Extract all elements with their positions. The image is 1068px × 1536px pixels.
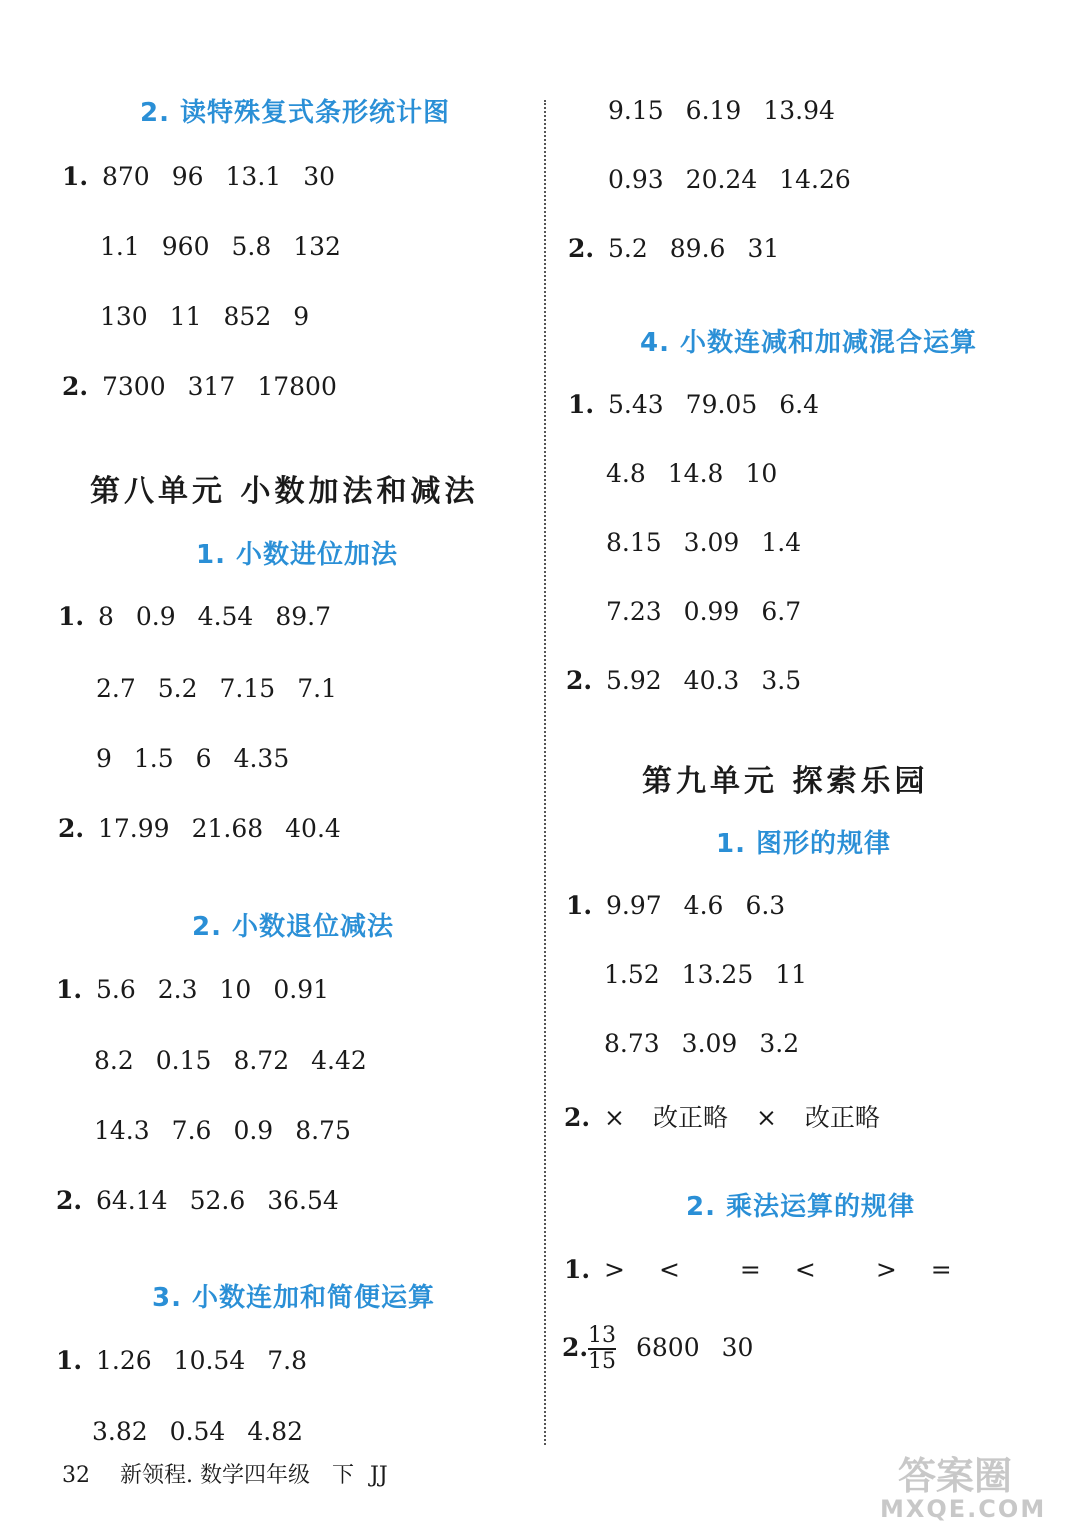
answer-row: 1. 8 0.9 4.54 89.7 — [58, 602, 332, 631]
answer-row: 8.73 3.09 3.2 — [604, 1029, 800, 1058]
section-title: 2. 乘法运算的规律 — [686, 1192, 916, 1222]
section-title: 2. 小数退位减法 — [192, 912, 395, 942]
page-footer — [62, 1458, 388, 1489]
answer-row: 1. 5.6 2.3 10 0.91 — [56, 975, 330, 1004]
answer-row: 9 1.5 6 4.35 — [96, 744, 290, 773]
answer-row: 0.93 20.24 14.26 — [608, 165, 851, 194]
answer-row: 9.15 6.19 13.94 — [608, 96, 835, 125]
answer-row: 3.82 0.54 4.82 — [92, 1417, 304, 1446]
answer-row: 2. 7300 317 17800 — [62, 372, 337, 401]
section-title: 3. 小数连加和简便运算 — [152, 1283, 436, 1313]
answer-row: 1. 1.26 10.54 7.8 — [56, 1346, 308, 1375]
fraction: $\frac{13}{15}$ — [588, 1323, 616, 1374]
answer-row: 7.23 0.99 6.7 — [606, 597, 802, 626]
answer-row: 2. 5.92 40.3 3.5 — [566, 666, 802, 695]
answer-row: 8.15 3.09 1.4 — [606, 528, 802, 557]
answer-row: 1. 5.43 79.05 6.4 — [568, 390, 820, 419]
watermark-url: MXQE.COM — [880, 1495, 1047, 1523]
unit-heading: 第九单元 探索乐园 — [642, 764, 929, 799]
section-title: 2. 读特殊复式条形统计图 — [140, 98, 451, 128]
answer-row: 2. 17.99 21.68 40.4 — [58, 814, 341, 843]
answer-row: 2. 5.2 89.6 31 — [568, 234, 780, 263]
answer-row: 2. $\frac{13}{15}$ 6800 30 — [562, 1323, 754, 1374]
answer-row: 2. 64.14 52.6 36.54 — [56, 1186, 339, 1215]
book-title: 新领程. 数学四年级 — [120, 1463, 310, 1488]
unit-heading: 第八单元 小数加法和减法 — [90, 474, 479, 509]
answer-row: 1.52 13.25 11 — [604, 960, 808, 989]
edition: JJ — [370, 1463, 388, 1488]
column-divider — [544, 100, 546, 1445]
answer-row: 130 11 852 9 — [100, 302, 310, 331]
volume: 下 — [332, 1463, 355, 1488]
answer-row: 4.8 14.8 10 — [606, 459, 778, 488]
page-number: 32 — [62, 1463, 90, 1488]
section-title: 1. 图形的规律 — [716, 829, 892, 859]
answer-row: 2.7 5.2 7.15 7.1 — [96, 674, 337, 703]
section-title: 1. 小数进位加法 — [196, 540, 399, 570]
answer-row: 1. 870 96 13.1 30 — [62, 162, 336, 191]
answer-row: 1. 9.97 4.6 6.3 — [566, 891, 786, 920]
answer-row: 1.1 960 5.8 132 — [100, 232, 341, 261]
answer-row: 8.2 0.15 8.72 4.42 — [94, 1046, 367, 1075]
watermark-logo: 答案圈 — [898, 1454, 1013, 1498]
answer-row: 2. × 改正略 × 改正略 — [564, 1103, 880, 1132]
section-title: 4. 小数连减和加减混合运算 — [640, 328, 978, 358]
answer-row: 1. > < = < > = — [564, 1255, 952, 1284]
answer-row: 14.3 7.6 0.9 8.75 — [94, 1116, 351, 1145]
